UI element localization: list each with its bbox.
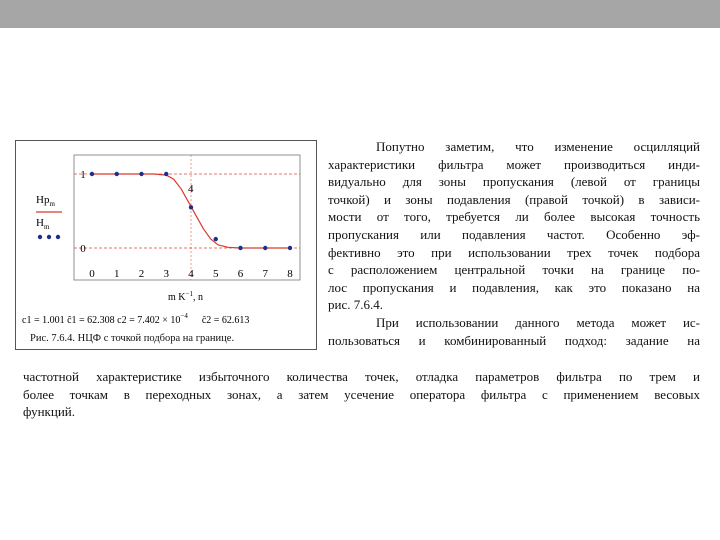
text-line: пользоваться и комбинированный подход: задание на — [328, 332, 700, 348]
text-line: функций. — [23, 404, 75, 420]
data-point — [288, 246, 292, 250]
x-tick-label: 1 — [114, 268, 120, 280]
text-line: фективно это при использовании трех точек подбора — [328, 244, 700, 260]
text-line: точкой) и зоны подавления (правой точкой) в зависи- — [328, 191, 700, 207]
text-line: пропускания или подавления частот. Особенно эф- — [328, 226, 700, 242]
text-line: характеристики фильтра может производиться инди- — [328, 156, 700, 172]
x-tick-label: 4 — [188, 268, 194, 280]
x-tick-label: 6 — [237, 268, 244, 280]
data-point — [189, 205, 193, 209]
text-line: Попутно заметим, что изменение осцилляций — [376, 139, 700, 154]
data-point — [238, 246, 242, 250]
data-point — [139, 172, 143, 176]
text-line: При использовании данного метода может ис- — [376, 314, 700, 330]
x-axis-label: m $K^{-1}$, n — [168, 290, 203, 303]
legend-point-sample — [38, 235, 42, 239]
point-label: 4 — [188, 183, 194, 195]
filter-params: c1 = 1.001 ĉ1 = 62.308 $c2 = 7.402 \times 10^{-4}$ ĉ2 = 62.613 — [22, 312, 250, 326]
data-point — [115, 172, 119, 176]
legend-point-sample — [56, 235, 60, 239]
y-tick-label: 1 — [80, 169, 86, 181]
top-bar — [0, 0, 720, 28]
filter-response-chart — [18, 140, 312, 332]
text-line: видуально для зоны пропускания (левой от границы — [328, 174, 700, 190]
full-width-text — [23, 368, 700, 421]
text-line: мости от того, требуется ли более высокая точность — [328, 209, 700, 225]
x-tick-label: 2 — [138, 268, 145, 280]
x-tick-label: 3 — [163, 268, 169, 280]
text-line: с расположением центральной точки на границе по- — [328, 262, 700, 278]
y-tick-label: 0 — [80, 243, 86, 255]
figure-caption: Рис. 7.6.4. НЦФ с точкой подбора на границе. — [30, 333, 235, 344]
legend-top: $Hp_m$ — [36, 194, 55, 208]
text-line: рис. 7.6.4. — [328, 297, 383, 313]
x-tick-label: 7 — [262, 268, 268, 280]
text-line: частотной характеристике избыточного количества точек, отладка параметров фильтра по трем и — [23, 369, 700, 384]
data-point — [263, 246, 267, 250]
x-tick-label: 0 — [89, 268, 95, 280]
text-line: более точкам в переходных зонах, а затем усечение оператора фильтра с применением весовых — [23, 386, 700, 402]
data-point — [90, 172, 94, 176]
legend-point-sample — [47, 235, 51, 239]
right-column-text — [328, 138, 700, 349]
data-point — [214, 237, 218, 241]
legend-bottom: $H_m$ — [36, 217, 50, 231]
x-tick-label: 5 — [213, 268, 219, 280]
x-tick-label: 8 — [287, 268, 293, 280]
data-point — [164, 172, 168, 176]
text-line: лос пропускания и подавления, как это показано на — [328, 279, 700, 295]
